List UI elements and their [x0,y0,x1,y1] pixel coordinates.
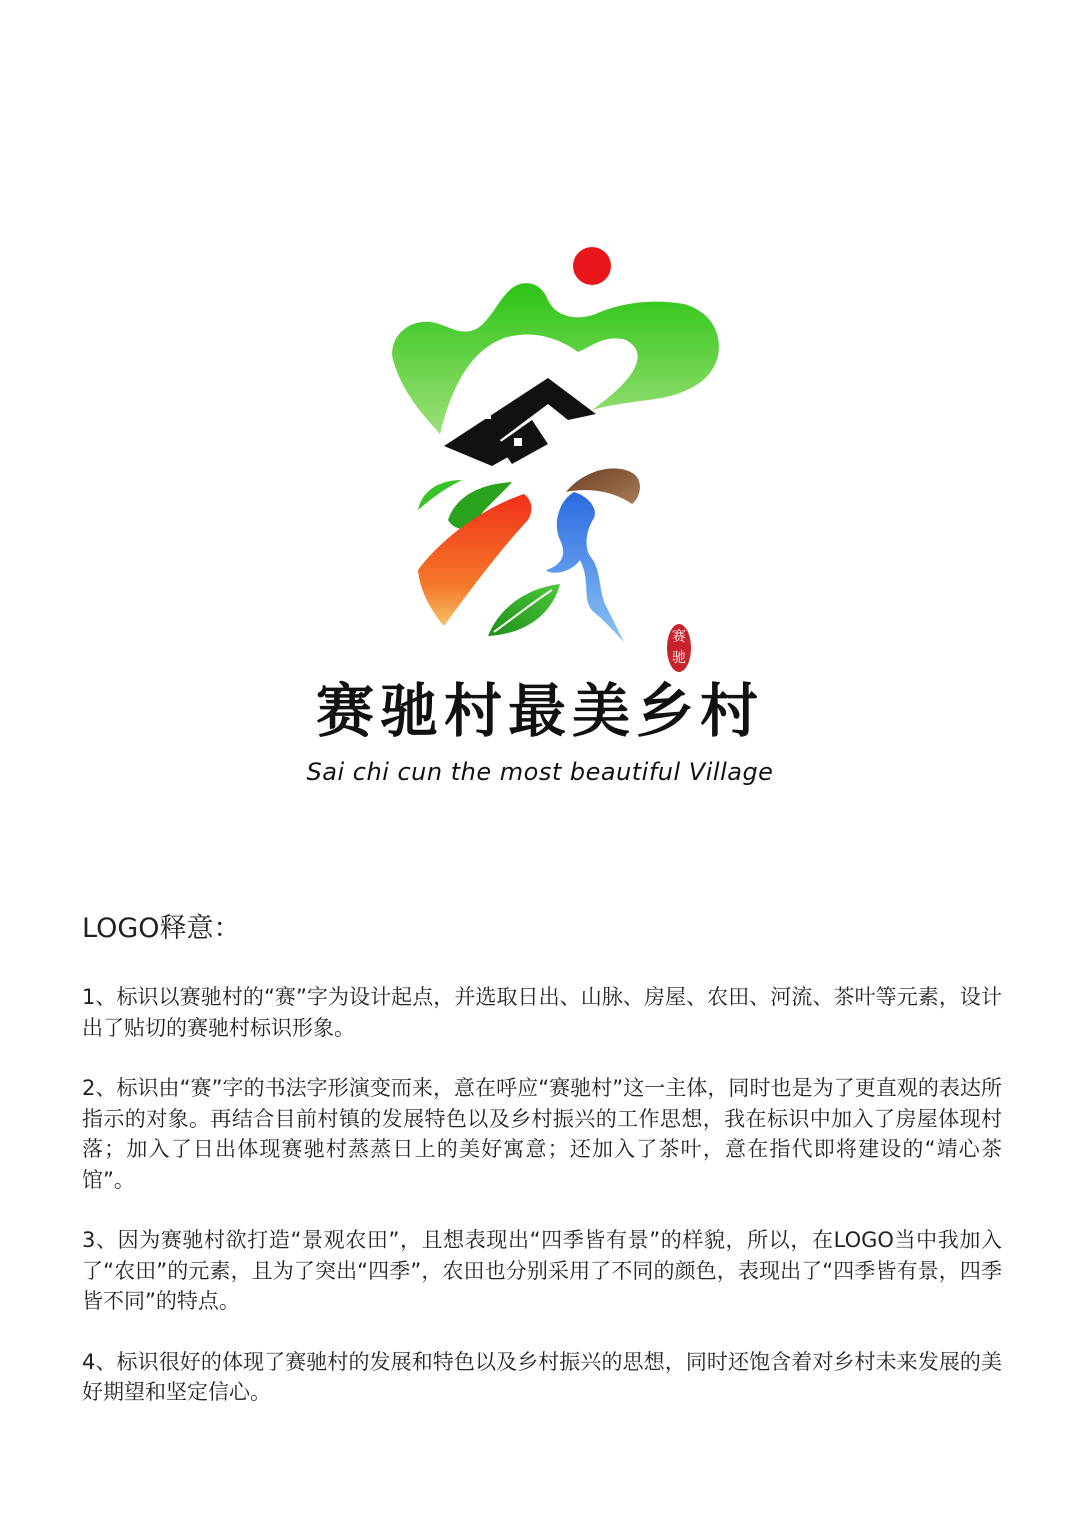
logo-subtitle: Sai chi cun the most beautiful Village [306,758,774,786]
paragraph-2: 2、标识由“赛”字的书法字形演变而来，意在呼应“赛驰村”这一主体，同时也是为了更直观的表达所指示的对象。再结合目前村镇的发展特色以及乡村振兴的工作思想，我在标识中加入了房屋体现村落；加入了日出体现赛驰村蒸蒸日上的美好寓意；还加入了茶叶，意在指代即将建设的“靖心茶馆”。 [82,1076,1002,1192]
house-window-icon [514,438,522,446]
river-icon [546,492,624,642]
paragraph-4: 4、标识很好的体现了赛驰村的发展和特色以及乡村振兴的思想，同时还饱含着对乡村未来发展的美好期望和坚定信心。 [82,1349,1002,1404]
explanation-content [82,982,1002,1438]
house-window-icon-2 [484,412,491,419]
seal-text-2: 驰 [672,650,686,666]
section-title: LOGO释意： [82,913,241,944]
paragraph-1: 1、标识以赛驰村的“赛”字为设计起点，并选取日出、山脉、房屋、农田、河流、茶叶等元素，设计出了贴切的赛驰村标识形象。 [82,985,1002,1040]
logo-title: 赛驰村最美乡村 [315,677,764,745]
green-field-icon [418,480,462,510]
sun-icon [573,247,611,285]
paragraph-3: 3、因为赛驰村欲打造“景观农田”，且想表现出“四季皆有景”的样貌，所以，在LOGO当中我加入了“农田”的元素，且为了突出“四季”，农田也分别采用了不同的颜色，表现出了“四季皆有景，四季皆不同”的特点。 [82,1228,1002,1313]
mountain-icon [392,283,719,434]
village-logo [0,0,1080,680]
seal-text-1: 赛 [672,629,686,645]
